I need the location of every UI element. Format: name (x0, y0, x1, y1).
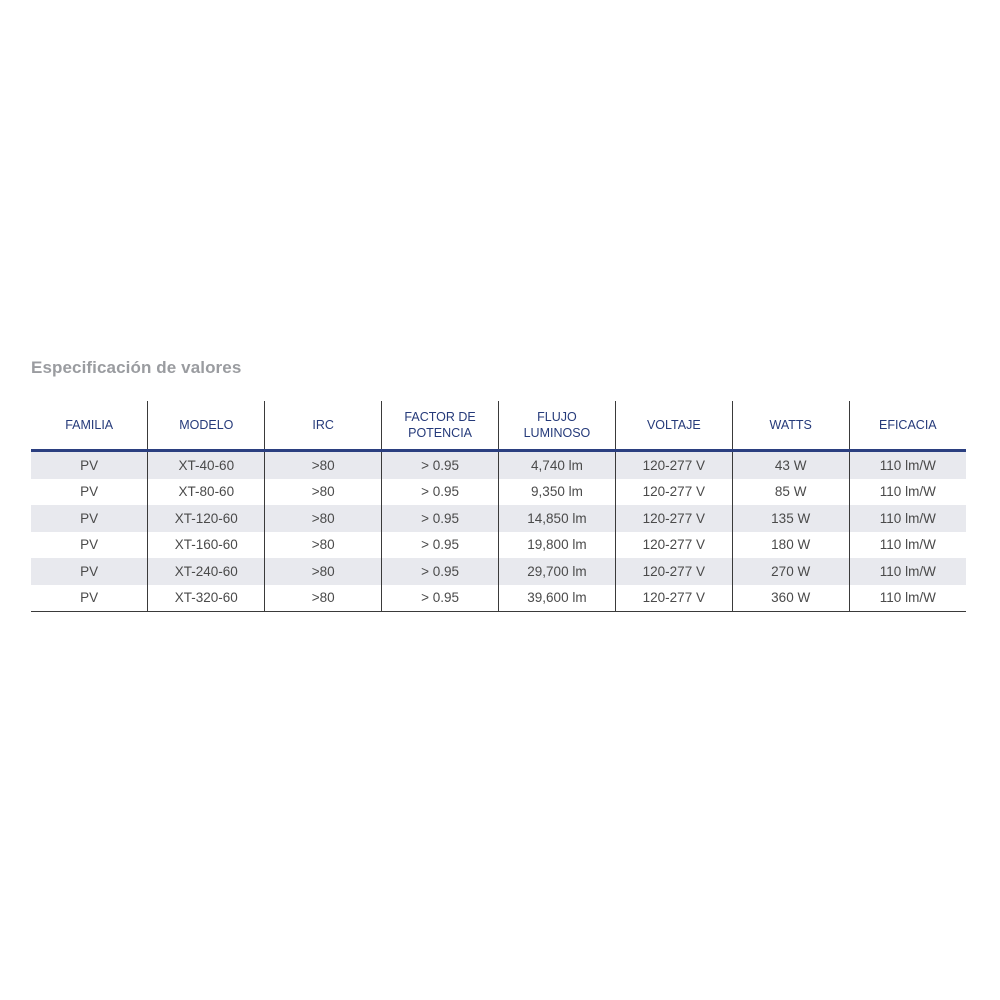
header-line: WATTS (769, 418, 812, 432)
cell-familia: PV (31, 451, 148, 479)
cell-watts: 180 W (732, 532, 849, 559)
cell-flujo-luminoso: 4,740 lm (499, 451, 616, 479)
header-line: EFICACIA (878, 418, 937, 432)
page-title: Especificación de valores (31, 358, 242, 377)
cell-voltaje: 120-277 V (615, 505, 732, 532)
cell-watts: 360 W (732, 585, 849, 612)
header-line: POTENCIA (408, 426, 473, 440)
header-irc (265, 401, 382, 451)
cell-factor-potencia: > 0.95 (382, 479, 499, 506)
cell-factor-potencia: > 0.95 (382, 532, 499, 559)
table-row (31, 585, 966, 612)
cell-familia: PV (31, 479, 148, 506)
cell-familia: PV (31, 558, 148, 585)
cell-familia: PV (31, 505, 148, 532)
header-line: FAMILIA (65, 418, 114, 432)
cell-modelo: XT-240-60 (148, 558, 265, 585)
header-line: MODELO (179, 418, 234, 432)
cell-voltaje: 120-277 V (615, 451, 732, 479)
header-line: FLUJO (537, 410, 577, 424)
cell-modelo: XT-160-60 (148, 532, 265, 559)
cell-factor-potencia: > 0.95 (382, 585, 499, 612)
cell-irc: >80 (265, 558, 382, 585)
cell-modelo: XT-320-60 (148, 585, 265, 612)
cell-voltaje: 120-277 V (615, 585, 732, 612)
cell-eficacia: 110 lm/W (849, 558, 966, 585)
cell-voltaje: 120-277 V (615, 558, 732, 585)
cell-modelo: XT-80-60 (148, 479, 265, 506)
cell-irc: >80 (265, 505, 382, 532)
header-line: LUMINOSO (523, 426, 591, 440)
table-row (31, 505, 966, 532)
cell-voltaje: 120-277 V (615, 532, 732, 559)
cell-eficacia: 110 lm/W (849, 505, 966, 532)
cell-watts: 270 W (732, 558, 849, 585)
cell-eficacia: 110 lm/W (849, 585, 966, 612)
table-row (31, 532, 966, 559)
cell-voltaje: 120-277 V (615, 479, 732, 506)
cell-factor-potencia: > 0.95 (382, 558, 499, 585)
table-row (31, 558, 966, 585)
header-voltaje (615, 401, 732, 451)
header-factor-de-potencia (382, 401, 499, 451)
header-watts (732, 401, 849, 451)
cell-factor-potencia: > 0.95 (382, 505, 499, 532)
header-flujo-luminoso (499, 401, 616, 451)
table-row (31, 451, 966, 479)
cell-flujo-luminoso: 9,350 lm (499, 479, 616, 506)
cell-irc: >80 (265, 532, 382, 559)
cell-watts: 43 W (732, 451, 849, 479)
table-header-row (31, 401, 966, 451)
cell-modelo: XT-120-60 (148, 505, 265, 532)
header-familia (31, 401, 148, 451)
cell-factor-potencia: > 0.95 (382, 451, 499, 479)
cell-flujo-luminoso: 19,800 lm (499, 532, 616, 559)
cell-flujo-luminoso: 39,600 lm (499, 585, 616, 612)
cell-flujo-luminoso: 29,700 lm (499, 558, 616, 585)
cell-eficacia: 110 lm/W (849, 532, 966, 559)
cell-eficacia: 110 lm/W (849, 479, 966, 506)
cell-flujo-luminoso: 14,850 lm (499, 505, 616, 532)
cell-familia: PV (31, 532, 148, 559)
header-line: FACTOR DE (404, 410, 476, 424)
cell-irc: >80 (265, 585, 382, 612)
cell-irc: >80 (265, 451, 382, 479)
cell-eficacia: 110 lm/W (849, 451, 966, 479)
table-row (31, 479, 966, 506)
spec-table (31, 401, 966, 612)
header-eficacia (849, 401, 966, 451)
header-line: VOLTAJE (646, 418, 701, 432)
cell-familia: PV (31, 585, 148, 612)
header-modelo (148, 401, 265, 451)
cell-watts: 135 W (732, 505, 849, 532)
cell-watts: 85 W (732, 479, 849, 506)
cell-modelo: XT-40-60 (148, 451, 265, 479)
header-line: IRC (312, 418, 334, 432)
cell-irc: >80 (265, 479, 382, 506)
